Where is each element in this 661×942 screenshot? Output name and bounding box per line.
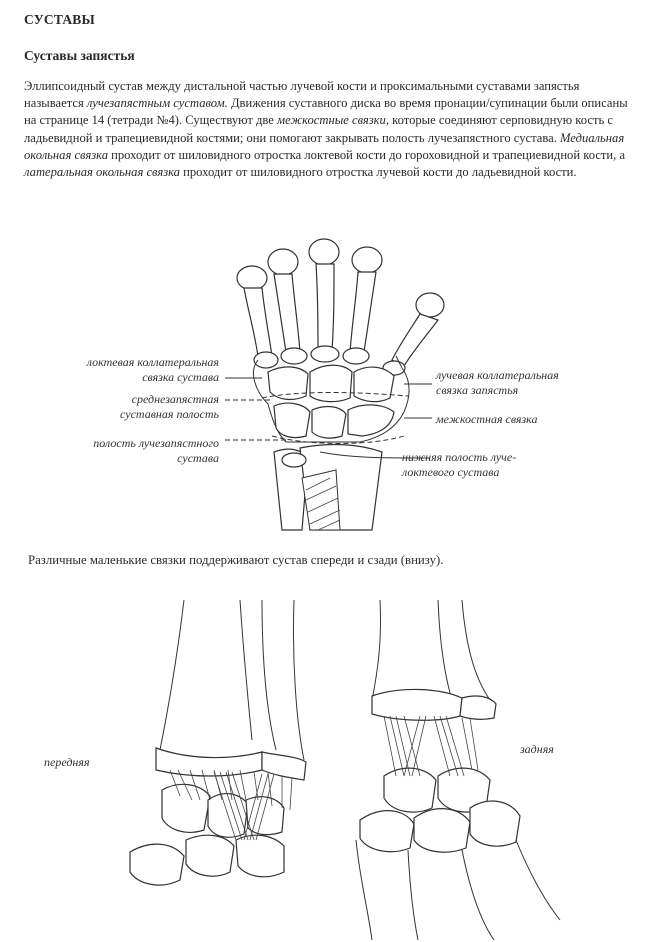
anterior-view	[130, 600, 306, 885]
para-text-3: которые соединяют серповидную кость с ладьевидной и трапециевидной костями; они помогают закрывать полость лучезапястного сустава.	[24, 113, 613, 145]
figure-caption: Различные маленькие связки поддерживают сустав спереди и сзади (внизу).	[28, 553, 444, 567]
label-anterior: передняя	[44, 755, 90, 769]
label-ulnar-collateral: локтевая коллатеральная связка сустава	[86, 355, 219, 384]
para-text-2: Движения суставного диска во время пронации/супинации были описаны на странице 14 (тетради №4). Существуют две	[24, 96, 628, 128]
label-distal-radioulnar: нижняя полость луче- локтевого сустава	[402, 450, 517, 479]
posterior-view	[356, 600, 560, 940]
para-term-lateral: латеральная окольная связка	[24, 165, 180, 180]
para-term-medial: Медиальная окольная связка	[24, 130, 625, 162]
label-radial-collateral: лучевая коллатеральная связка запястья	[436, 368, 559, 397]
section-title: Суставы запястья	[24, 48, 135, 63]
label-radiocarpal-cavity: полость лучезапястного сустава	[93, 436, 219, 465]
para-term-interosseous: межкостные связки,	[277, 113, 389, 128]
para-text-5: проходит от шиловидного отростка лучевой кости до ладьевидной кости.	[179, 165, 577, 180]
page-title: СУСТАВЫ	[24, 12, 95, 27]
para-term-radiocarpal: лучезапястным суставом.	[86, 96, 228, 111]
para-text-1: Эллипсоидный сустав между дистальной частью лучевой кости и проксимальными суставами запястья называется	[24, 79, 580, 111]
para-text-4: проходит от шиловидного отростка локтевой кости до гороховидной и трапециевидной кости, а	[108, 147, 626, 162]
label-posterior: задняя	[520, 742, 554, 756]
label-interosseous-ligament: межкостная связка	[436, 412, 538, 426]
label-midcarpal-cavity: среднезапястная суставная полость	[120, 392, 219, 421]
